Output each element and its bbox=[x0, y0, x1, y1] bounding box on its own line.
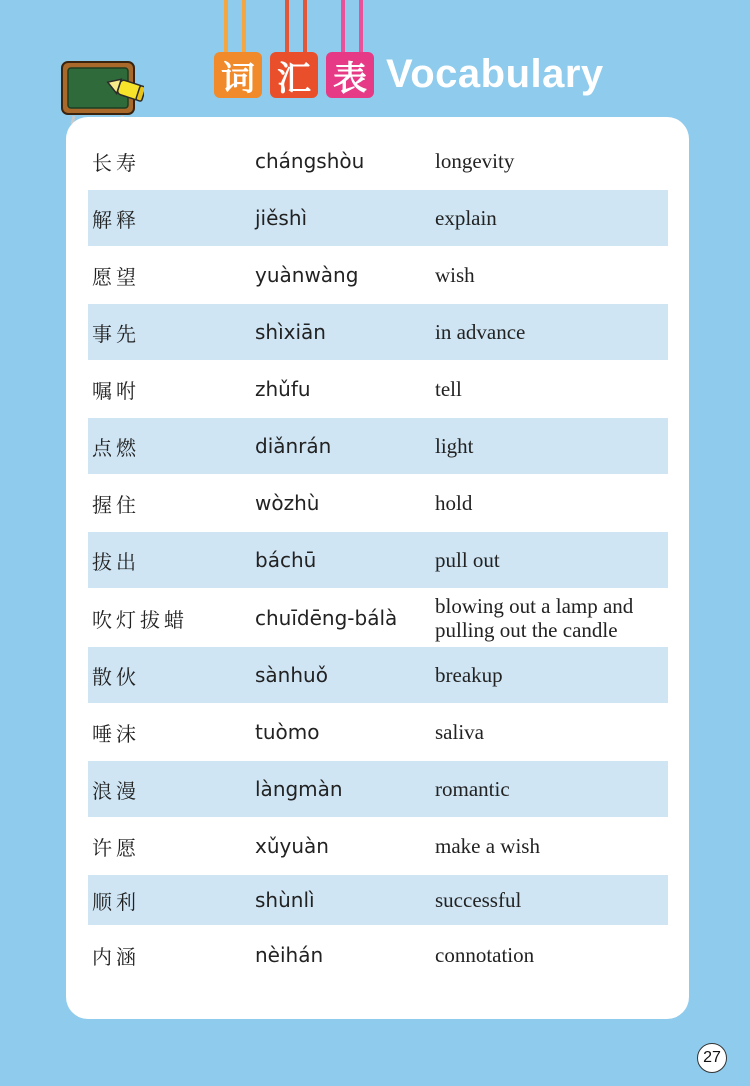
pinyin-cell: sànhuǒ bbox=[255, 663, 328, 687]
table-row bbox=[88, 704, 668, 760]
english-cell: explain bbox=[435, 206, 497, 230]
title-tile: 词 bbox=[214, 52, 262, 98]
pinyin-cell: báchū bbox=[255, 548, 317, 572]
table-row bbox=[88, 418, 668, 474]
english-cell: saliva bbox=[435, 720, 484, 744]
table-row bbox=[88, 647, 668, 703]
hanzi-cell: 事先 bbox=[92, 321, 140, 346]
pinyin-cell: làngmàn bbox=[255, 777, 343, 801]
chalkboard-with-chalk-icon bbox=[60, 60, 144, 124]
hanzi-cell: 吹灯拔蜡 bbox=[92, 607, 188, 632]
english-cell: longevity bbox=[435, 149, 515, 173]
hanzi-cell: 唾沫 bbox=[92, 721, 140, 746]
pinyin-cell: yuànwàng bbox=[255, 263, 359, 287]
english-cell: wish bbox=[435, 263, 475, 287]
hanzi-cell: 嘱咐 bbox=[92, 378, 140, 403]
english-cell: pull out bbox=[435, 548, 500, 572]
hanzi-cell: 愿望 bbox=[92, 264, 140, 289]
pinyin-cell: nèihán bbox=[255, 943, 324, 967]
table-row bbox=[88, 875, 668, 925]
hanzi-cell: 解释 bbox=[92, 207, 140, 232]
hanzi-cell: 内涵 bbox=[92, 944, 140, 969]
table-row bbox=[88, 818, 668, 874]
english-cell: breakup bbox=[435, 663, 503, 687]
pinyin-cell: tuòmo bbox=[255, 720, 320, 744]
pinyin-cell: wòzhù bbox=[255, 491, 320, 515]
english-cell: make a wish bbox=[435, 834, 540, 858]
english-cell: blowing out a lamp and pulling out the candle bbox=[435, 594, 634, 642]
english-cell: romantic bbox=[435, 777, 510, 801]
english-cell: in advance bbox=[435, 320, 526, 344]
pinyin-cell: xǔyuàn bbox=[255, 834, 329, 858]
pinyin-cell: chángshòu bbox=[255, 149, 365, 173]
table-row bbox=[88, 928, 668, 982]
page-header bbox=[0, 0, 750, 120]
table-row bbox=[88, 304, 668, 360]
english-cell: light bbox=[435, 434, 474, 458]
pinyin-cell: shìxiān bbox=[255, 320, 326, 344]
title-english: Vocabulary bbox=[386, 52, 604, 96]
hanzi-cell: 浪漫 bbox=[92, 778, 140, 803]
table-row bbox=[88, 133, 668, 189]
pinyin-cell: diǎnrán bbox=[255, 434, 332, 458]
english-cell: tell bbox=[435, 377, 462, 401]
english-cell: successful bbox=[435, 888, 522, 912]
hanzi-cell: 握住 bbox=[92, 492, 140, 517]
pinyin-cell: zhǔfu bbox=[255, 377, 311, 401]
english-cell: hold bbox=[435, 491, 473, 515]
hanzi-cell: 许愿 bbox=[92, 835, 140, 860]
pinyin-cell: chuīdēng-bálà bbox=[255, 606, 398, 630]
hanzi-cell: 顺利 bbox=[92, 889, 140, 914]
title-tile: 表 bbox=[326, 52, 374, 98]
pinyin-cell: jiěshì bbox=[255, 206, 308, 230]
pinyin-cell: shùnlì bbox=[255, 888, 315, 912]
table-row bbox=[88, 532, 668, 588]
hanzi-cell: 点燃 bbox=[92, 435, 140, 460]
title-chinese bbox=[214, 52, 374, 98]
english-cell: connotation bbox=[435, 943, 535, 967]
title-tile: 汇 bbox=[270, 52, 318, 98]
table-row bbox=[88, 190, 668, 246]
page-number: 27 bbox=[697, 1043, 727, 1073]
table-row bbox=[88, 589, 668, 647]
table-row bbox=[88, 761, 668, 817]
table-row bbox=[88, 247, 668, 303]
table-row bbox=[88, 475, 668, 531]
hanzi-cell: 拔出 bbox=[92, 549, 140, 574]
table-row bbox=[88, 361, 668, 417]
hanzi-cell: 长寿 bbox=[92, 150, 140, 175]
hanzi-cell: 散伙 bbox=[92, 664, 140, 689]
